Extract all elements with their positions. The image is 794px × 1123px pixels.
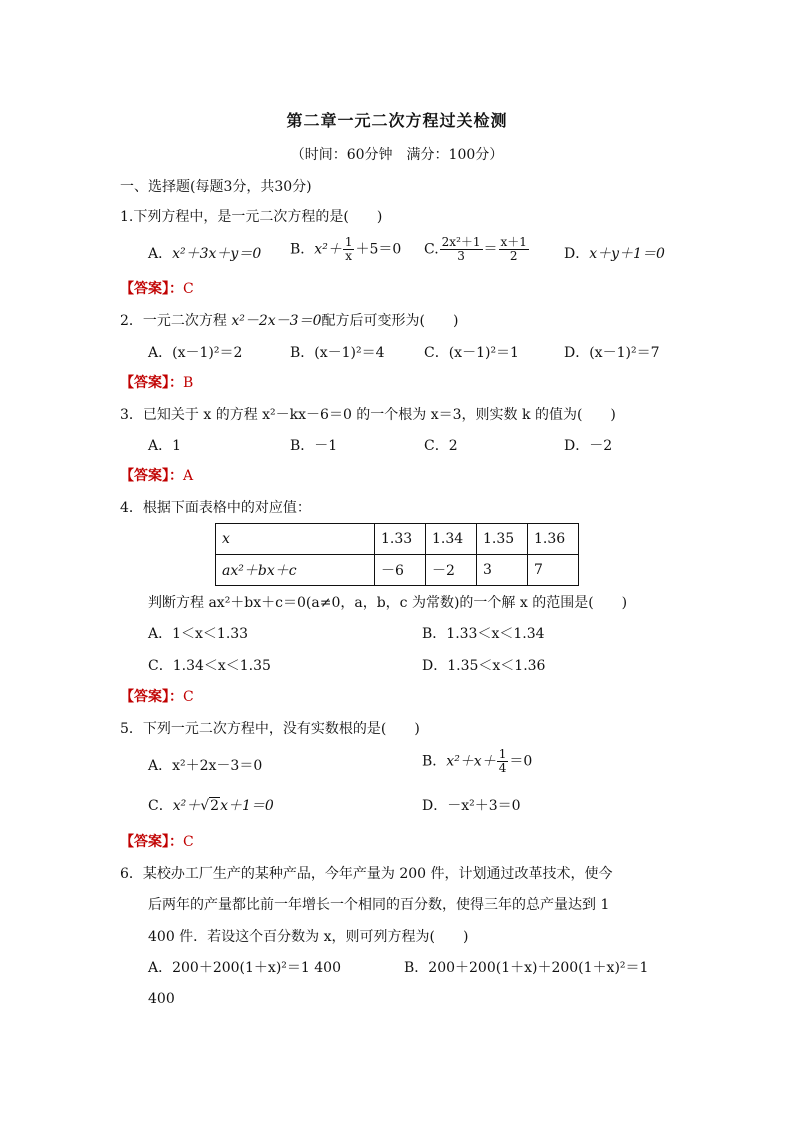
q5-option-d: D．－x²＋3＝0: [422, 798, 521, 814]
table-cell: 1.33: [375, 524, 426, 555]
q1-answer: [120, 279, 194, 299]
q1-c-den2: 2: [509, 249, 518, 263]
section-heading: 一、选择题(每题3分，共30分): [120, 179, 312, 195]
table-cell: －2: [426, 555, 477, 586]
q1-option-b: [290, 236, 401, 263]
table-cell: 1.35: [477, 524, 528, 555]
q2-answer-value: B: [183, 375, 194, 391]
answer-label: 【答案】：: [120, 281, 183, 297]
q5-answer-value: C: [183, 834, 194, 850]
table-cell: 1.36: [528, 524, 579, 555]
q3-option-c: C．2: [424, 438, 458, 454]
q2-stem-post: 配方后可变形为( ): [321, 313, 459, 329]
table-cell: 3: [477, 555, 528, 586]
q2-option-d: D．(x－1)²＝7: [564, 345, 660, 361]
q6-option-b: B．200＋200(1＋x)＋200(1＋x)²＝1: [404, 960, 649, 976]
q5-b-label: B．: [422, 753, 447, 770]
q4-answer: [120, 687, 194, 707]
q1-option-c: [424, 236, 530, 263]
sqrt-icon: √: [200, 798, 210, 814]
q2-stem-pre: 2．一元二次方程: [120, 313, 232, 329]
q6-line-1: 6．某校办工厂生产的某种产品，今年产量为 200 件，计划通过改革技术，使今: [120, 866, 613, 882]
q4-option-c: C．1.34＜x＜1.35: [148, 658, 271, 674]
table-cell: [216, 555, 375, 586]
q1-c-label: C.: [424, 241, 439, 258]
q3-answer: [120, 466, 193, 486]
q4-option-b: B．1.33＜x＜1.34: [422, 626, 545, 642]
q4-judge: 判断方程 ax²＋bx＋c＝0(a≠0，a，b，c 为常数)的一个解 x 的范围是( ): [148, 595, 628, 611]
answer-label: 【答案】：: [120, 834, 183, 850]
q1-b-pre: x²＋: [314, 241, 342, 258]
table-row: [216, 555, 579, 586]
q5-b-pre: x²＋x＋: [446, 753, 496, 770]
q1-b-den: x: [345, 249, 353, 263]
table-cell: [216, 524, 375, 555]
q5-option-b: [422, 748, 532, 775]
q5-c-sqrt: 2: [210, 798, 220, 814]
q1-a-math: x²＋3x＋y＝0: [172, 246, 262, 262]
q4-stem: 4．根据下面表格中的对应值：: [120, 500, 311, 516]
q1-b-post: ＋5＝0: [355, 241, 402, 258]
q2-option-a: A．(x－1)²＝2: [148, 345, 243, 361]
q6-line-3: 400 件．若设这个百分数为 x，则可列方程为( ): [148, 929, 469, 945]
exam-info: （时间：60分钟 满分：100分）: [290, 147, 504, 163]
answer-label: 【答案】：: [120, 468, 183, 484]
q1-c-num1: 2x²＋1: [441, 235, 481, 249]
q4-option-d: D．1.35＜x＜1.36: [422, 658, 546, 674]
q4-answer-value: C: [183, 689, 194, 705]
q1-c-num2: x＋1: [500, 235, 527, 249]
q5-c-post: x＋1＝0: [220, 798, 274, 814]
table-cell: 7: [528, 555, 579, 586]
q1-b-fraction: [343, 236, 355, 263]
q1-c-eq: ＝: [483, 241, 498, 258]
q5-option-a: A．x²＋2x－3＝0: [148, 758, 263, 774]
q1-b-num: 1: [344, 235, 353, 249]
q1-a-label: A．: [148, 246, 173, 262]
table-cell: 1.34: [426, 524, 477, 555]
q5-answer: [120, 832, 194, 852]
q5-b-fraction: [497, 748, 509, 775]
q1-d-label: D．: [564, 246, 590, 262]
table-cell: －6: [375, 555, 426, 586]
q5-b-den: 4: [498, 761, 507, 775]
q1-answer-value: C: [183, 281, 194, 297]
q6-line-2: 后两年的产量都比前一年增长一个相同的百分数，使得三年的总产量达到 1: [148, 897, 610, 913]
q1-option-a: [148, 244, 261, 264]
q2-option-c: C．(x－1)²＝1: [424, 345, 519, 361]
q4-value-table: [215, 523, 579, 586]
table-cell-text: ax²＋bx＋c: [222, 563, 297, 579]
q1-stem: 1.下列方程中，是一元二次方程的是( ): [120, 209, 383, 225]
table-cell-text: x: [222, 531, 230, 547]
q5-b-num: 1: [498, 747, 507, 761]
q2-stem: [120, 311, 458, 331]
q3-answer-value: A: [183, 468, 194, 484]
q3-option-b: B．－1: [290, 438, 338, 454]
q5-c-label: C．: [148, 798, 173, 814]
q3-stem: 3．已知关于 x 的方程 x²－kx－6＝0 的一个根为 x＝3，则实数 k 的值为( ): [120, 407, 616, 423]
q6-option-b-continued: 400: [148, 991, 175, 1007]
table-row: [216, 524, 579, 555]
q2-option-b: B．(x－1)²＝4: [290, 345, 385, 361]
q6-option-a: A．200＋200(1＋x)²＝1 400: [148, 960, 341, 976]
q2-answer: [120, 373, 193, 393]
q1-c-fraction-1: [440, 236, 483, 263]
q1-option-d: [564, 244, 665, 264]
q5-option-c: [148, 796, 274, 816]
q5-stem: 5．下列一元二次方程中，没有实数根的是( ): [120, 721, 420, 737]
q2-stem-math: x²－2x－3＝0: [231, 313, 322, 329]
answer-label: 【答案】：: [120, 689, 183, 705]
q4-option-a: A．1＜x＜1.33: [148, 626, 249, 642]
answer-label: 【答案】：: [120, 375, 183, 391]
q3-option-a: A．1: [148, 438, 182, 454]
q5-b-post: ＝0: [509, 753, 533, 770]
q1-c-fraction-2: [499, 236, 529, 263]
q1-b-label: B．: [290, 241, 315, 258]
q1-c-den1: 3: [457, 249, 465, 263]
page-title: 第二章一元二次方程过关检测: [286, 111, 508, 130]
q1-d-math: x＋y＋1＝0: [589, 246, 665, 262]
q5-c-pre: x²＋: [172, 798, 201, 814]
q3-option-d: D．－2: [564, 438, 613, 454]
